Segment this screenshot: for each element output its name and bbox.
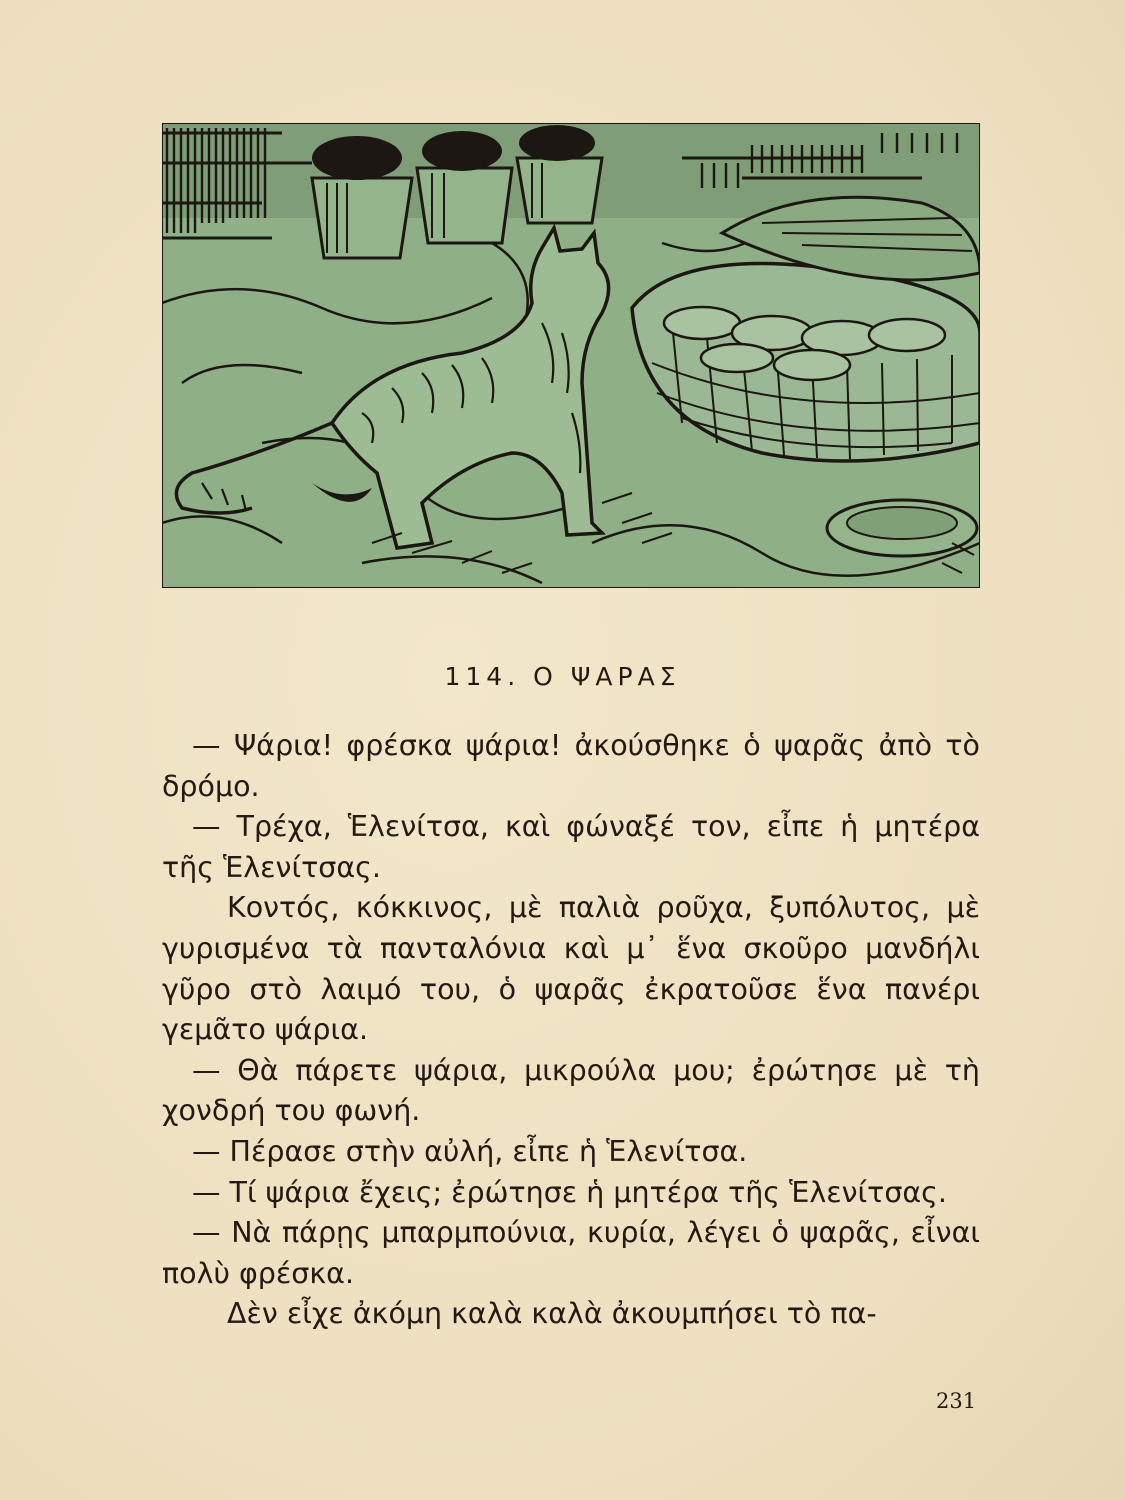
chapter-title: 114. Ο ΨΑΡΑΣ [444, 662, 681, 691]
paragraph: — Πέρασε στὴν αὐλή, εἶπε ἡ Ἑλενίτσα. [192, 1134, 748, 1168]
paragraph: — Θὰ πάρετε ψάρια, μικρούλα μου; ἐρώτησε μὲ τὴ χονδρή του φωνή. [162, 1053, 980, 1128]
paragraph: — Τί ψάρια ἔχεις; ἐρώτησε ἡ μητέρα τῆς Ἑλενίτσας. [192, 1175, 947, 1209]
paragraph: — Νὰ πάρῃς μπαρμπούνια, κυρία, λέγει ὁ ψαρᾶς, εἶναι πολὺ φρέσκα. [162, 1216, 980, 1290]
paragraph: — Τρέχα, Ἑλενίτσα, καὶ φώναξέ τον, εἶπε ἡ μητέρα τῆς Ἑλενίτσας. [162, 810, 980, 884]
paragraph: Δὲν εἶχε ἀκόμη καλὰ καλὰ ἀκουμπήσει τὸ πα- [227, 1297, 877, 1331]
body-text [162, 726, 980, 1335]
cat-and-fish-basket-illustration [162, 123, 980, 588]
paragraph: Κοντός, κόκκινος, μὲ παλιὰ ροῦχα, ξυπόλυτος, μὲ γυρισμένα τὰ πανταλόνια καὶ μ᾿ ἕνα σκοῦρο μανδήλι γῦρο στὸ λαιμό του, ὁ ψαρᾶς ἐκρατοῦσε ἕνα πανέρι γεμᾶτο ψάρια. [162, 891, 980, 1047]
illustration-drawing [162, 123, 980, 588]
page-number: 231 [936, 1389, 977, 1413]
paragraph: — Ψάρια! φρέσκα ψάρια! ἀκούσθηκε ὁ ψαρᾶς ἀπὸ τὸ δρόμο. [162, 729, 980, 803]
